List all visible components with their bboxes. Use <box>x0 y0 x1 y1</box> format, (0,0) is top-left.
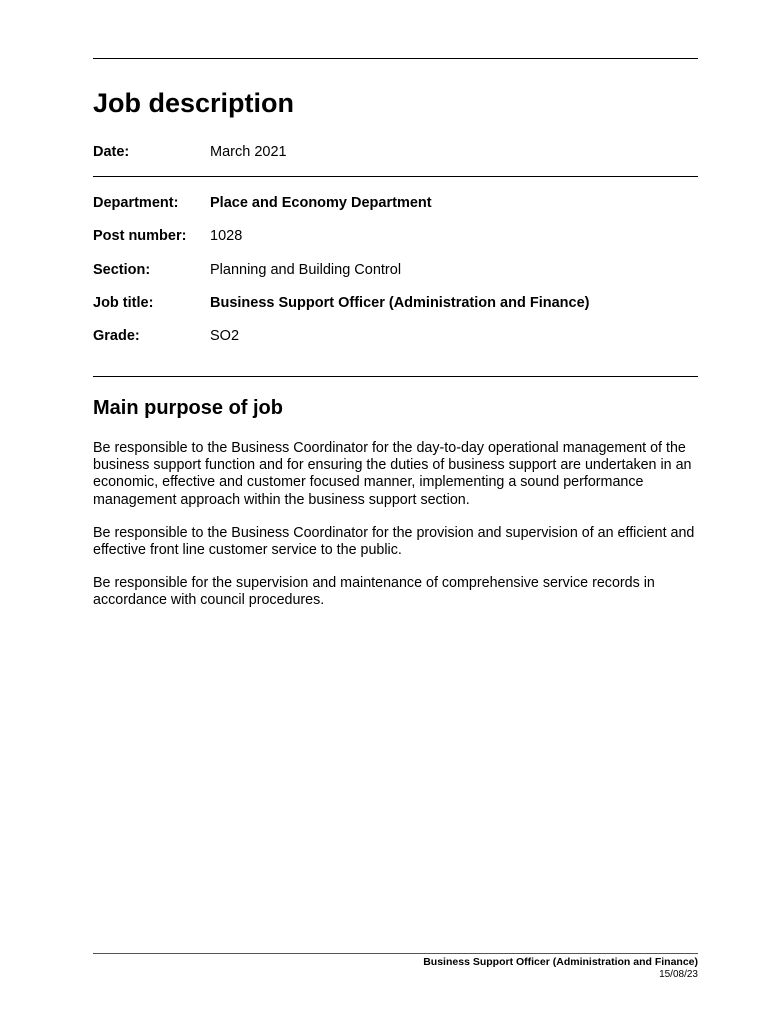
job-title-value: Business Support Officer (Administration and Finance) <box>210 295 590 311</box>
department-row <box>93 193 698 213</box>
purpose-paragraph: Be responsible for the supervision and maintenance of comprehensive service records in accordance with council procedures. <box>93 575 655 609</box>
purpose-paragraph: Be responsible to the Business Coordinator for the provision and supervision of an efficient and effective front line customer service to the public. <box>93 525 695 559</box>
grade-label: Grade: <box>93 328 140 344</box>
section-row <box>93 260 698 280</box>
footer-divider <box>93 953 698 954</box>
section-value: Planning and Building Control <box>210 262 402 278</box>
department-value: Place and Economy Department <box>210 195 432 211</box>
section-label: Section: <box>93 262 151 278</box>
department-label: Department: <box>93 195 179 211</box>
job-title-row <box>93 293 698 313</box>
post-number-value: 1028 <box>210 228 243 244</box>
grade-row <box>93 326 698 346</box>
document-title: Job description <box>93 88 295 118</box>
date-label: Date: <box>93 144 130 160</box>
footer-date: 15/08/23 <box>659 969 698 980</box>
document-page <box>93 0 698 1024</box>
date-value: March 2021 <box>210 144 287 160</box>
date-divider <box>93 176 698 177</box>
grade-value: SO2 <box>210 328 240 344</box>
post-number-label: Post number: <box>93 228 187 244</box>
date-row <box>93 142 698 162</box>
fields-divider <box>93 376 698 377</box>
purpose-paragraph: Be responsible to the Business Coordinator for the day-to-day operational management of the business support function and for ensuring the duties of business support are undertaken in an economic, effective and customer focused manner, implementing a sound performance management approach within the business support section. <box>93 440 692 508</box>
footer-job-title: Business Support Officer (Administration and Finance) <box>423 956 698 968</box>
post-number-row <box>93 226 698 246</box>
top-divider <box>93 58 698 59</box>
job-title-label: Job title: <box>93 295 154 311</box>
main-purpose-heading: Main purpose of job <box>93 397 283 419</box>
